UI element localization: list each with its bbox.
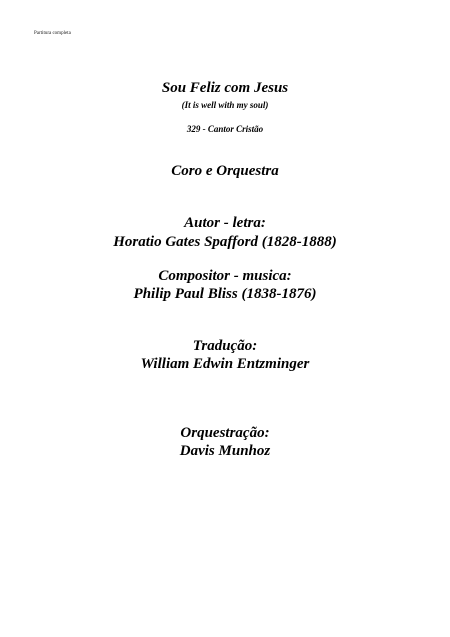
- translator-name: William Edwin Entzminger: [140, 356, 310, 372]
- author-name: Horatio Gates Spafford (1828-1888): [113, 234, 337, 250]
- composer-name: Philip Paul Bliss (1838-1876): [133, 286, 317, 302]
- translation-label: Tradução:: [192, 338, 258, 354]
- author-label: Autor - letra:: [184, 215, 266, 231]
- ensemble-label: Coro e Orquestra: [171, 163, 279, 179]
- composer-label: Compositor - musica:: [158, 268, 292, 284]
- hymn-number: 329 - Cantor Cristão: [186, 124, 264, 134]
- orchestration-label: Orquestração:: [180, 425, 270, 441]
- page-title: Sou Feliz com Jesus: [161, 80, 289, 96]
- orchestrator-name: Davis Munhoz: [179, 443, 271, 459]
- header-note: Partitura completa: [34, 31, 71, 36]
- page-subtitle: (It is well with my soul): [181, 100, 269, 110]
